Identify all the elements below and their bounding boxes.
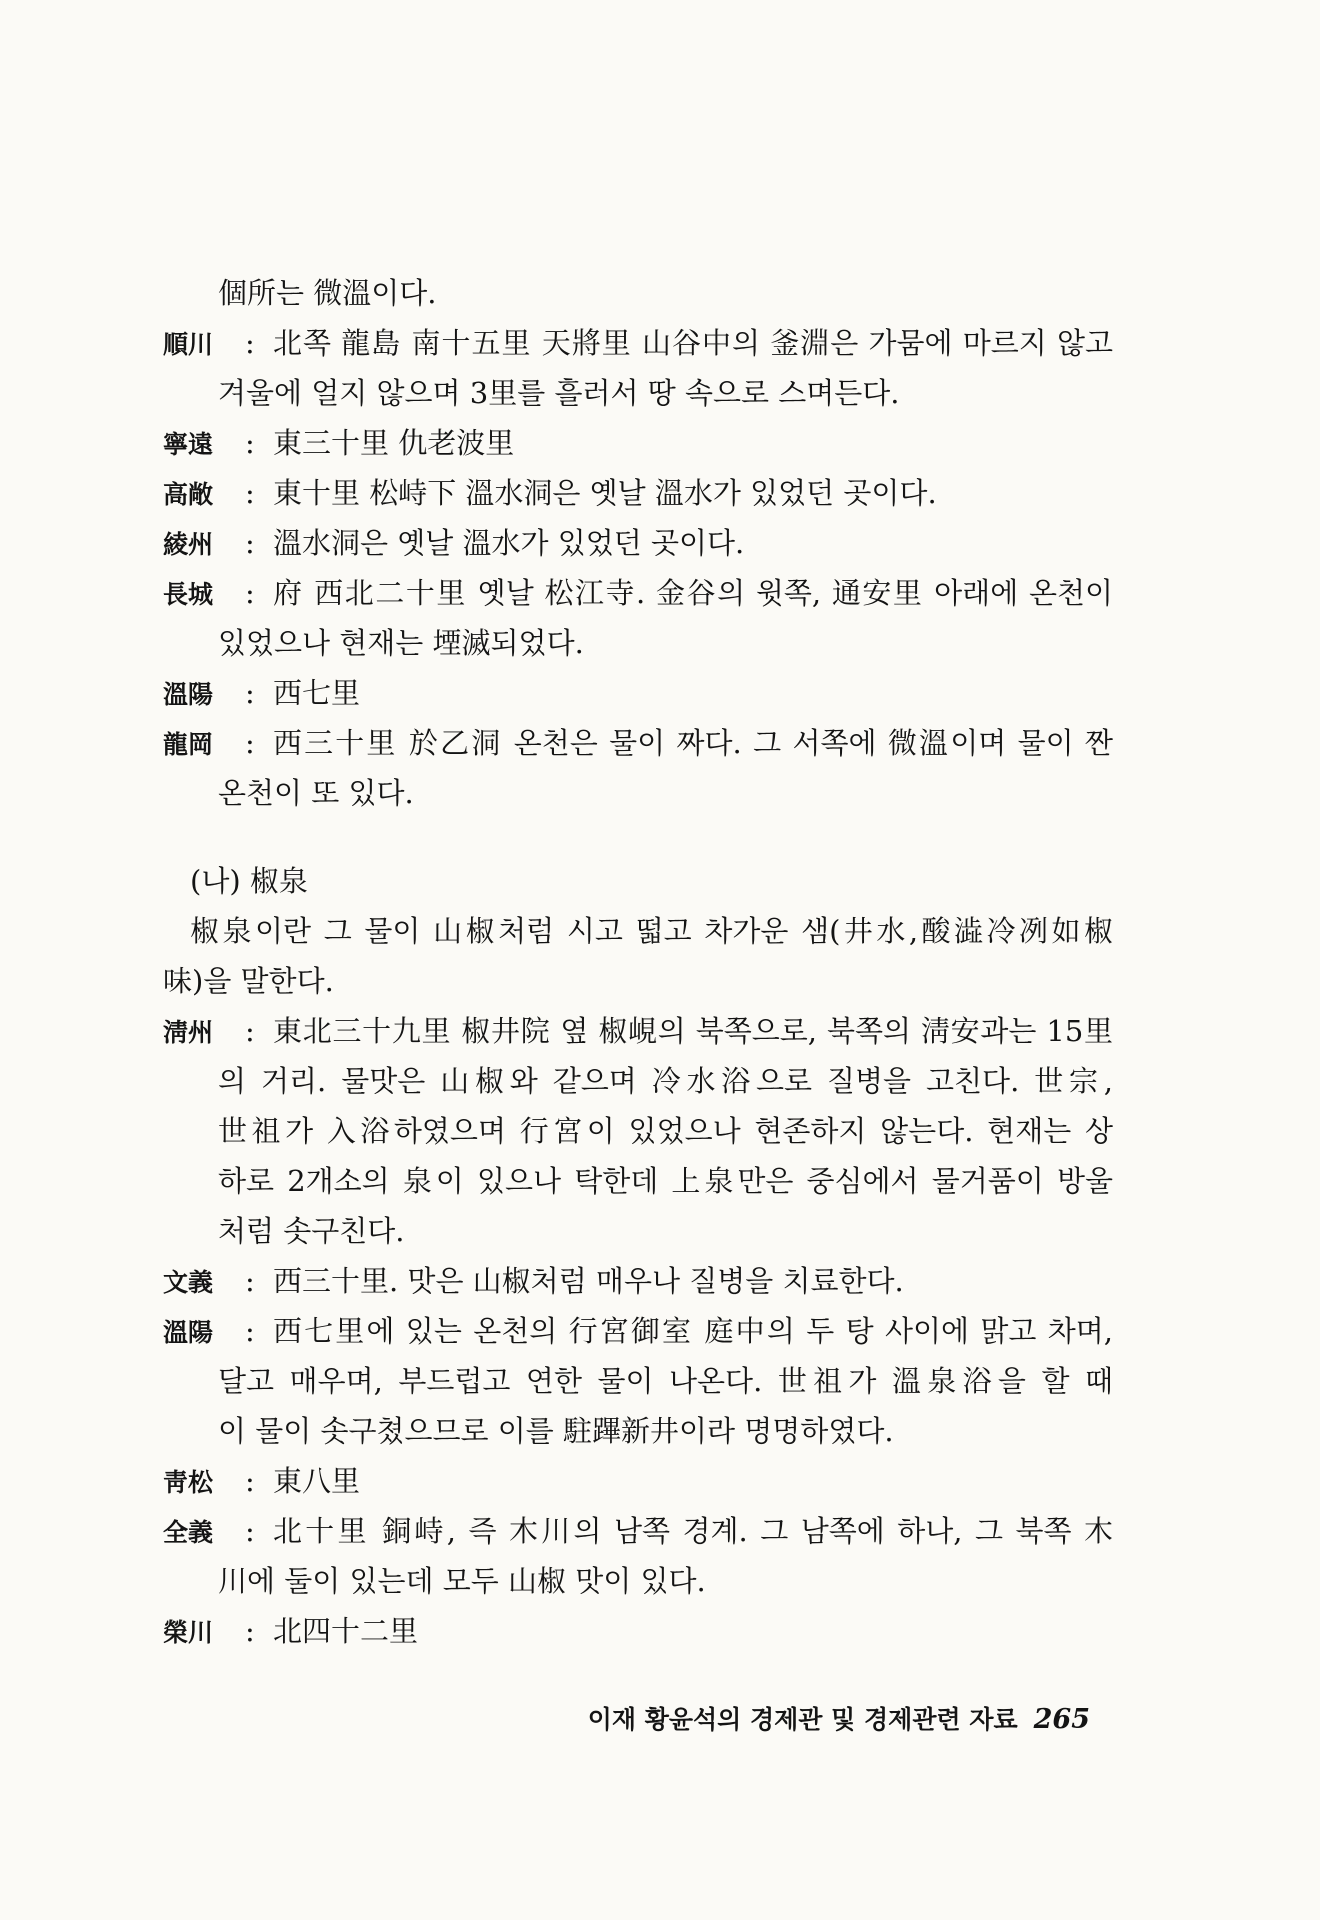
continuation-text: 이 물이 솟구쳤으므로 이를 駐蹕新井이라 명명하였다.	[218, 1414, 894, 1448]
label-colon: :	[245, 1314, 255, 1348]
continuation-text: 世祖가 入浴하였으며 行宮이 있었으나 현존하지 않는다. 현재는 상	[218, 1114, 1113, 1148]
place-label: 龍岡	[163, 730, 214, 759]
page-body	[163, 268, 1113, 1656]
entry-line	[163, 718, 1113, 768]
entry-text: 西三十里 於乙洞 온천은 물이 짜다. 그 서쪽에 微溫이며 물이 짠	[273, 726, 1113, 760]
paragraph-line	[163, 906, 1113, 956]
place-label: 長城	[163, 580, 214, 609]
entry-text: 東三十里 仇老波里	[273, 426, 515, 460]
entry-line	[163, 318, 1113, 368]
continuation-line	[163, 1156, 1113, 1206]
label-colon: :	[245, 576, 255, 610]
paragraph-line	[163, 956, 1113, 1006]
entry-text: 府 西北二十里 옛날 松江寺. 金谷의 윗쪽, 通安里 아래에 온천이	[273, 576, 1113, 610]
place-label: 溫陽	[163, 1318, 214, 1347]
entry-line	[163, 1306, 1113, 1356]
place-label: 全義	[163, 1518, 214, 1547]
continuation-text: 있었으나 현재는 堙滅되었다.	[218, 626, 584, 660]
label-colon: :	[245, 476, 255, 510]
entry-line	[163, 1456, 1113, 1506]
place-label: 高敞	[163, 480, 214, 509]
section-heading	[163, 856, 1113, 906]
continuation-line	[163, 618, 1113, 668]
entry-line	[163, 468, 1113, 518]
continuation-text: 달고 매우며, 부드럽고 연한 물이 나온다. 世祖가 溫泉浴을 할 때	[218, 1364, 1113, 1398]
entry-text: 北四十二里	[273, 1614, 419, 1648]
continuation-text: 겨울에 얼지 않으며 3里를 흘러서 땅 속으로 스며든다.	[218, 376, 900, 410]
paragraph-text: 椒泉이란 그 물이 山椒처럼 시고 떫고 차가운 샘(井水,酸澁冷冽如椒	[190, 914, 1113, 948]
section-heading-text: (나) 椒泉	[190, 864, 308, 898]
continuation-line	[163, 1406, 1113, 1456]
label-colon: :	[245, 326, 255, 360]
entry-text: 東十里 松峙下 溫水洞은 옛날 溫水가 있었던 곳이다.	[273, 476, 937, 510]
continuation-text: 하로 2개소의 泉이 있으나 탁한데 上泉만은 중심에서 물거품이 방울	[218, 1164, 1113, 1198]
place-label: 榮川	[163, 1618, 214, 1647]
entry-text: 溫水洞은 옛날 溫水가 있었던 곳이다.	[273, 526, 745, 560]
continuation-line	[163, 1056, 1113, 1106]
place-label: 綾州	[163, 530, 214, 559]
entry-line	[163, 1606, 1113, 1656]
label-colon: :	[245, 1264, 255, 1298]
continuation-text: 온천이 또 있다.	[218, 776, 414, 810]
continuation-line	[163, 368, 1113, 418]
entry-line	[163, 1506, 1113, 1556]
entry-text: 北쪽 龍島 南十五里 天將里 山谷中의 釜淵은 가뭄에 마르지 않고	[273, 326, 1113, 360]
entry-line	[163, 418, 1113, 468]
entry-line	[163, 1006, 1113, 1056]
label-colon: :	[245, 676, 255, 710]
entry-text: 東北三十九里 椒井院 옆 椒峴의 북쪽으로, 북쪽의 淸安과는 15里	[273, 1014, 1113, 1048]
place-label: 溫陽	[163, 680, 214, 709]
continuation-line	[163, 768, 1113, 818]
label-colon: :	[245, 426, 255, 460]
continuation-line	[163, 1106, 1113, 1156]
page-footer	[560, 1700, 1090, 1736]
paragraph-text: 味)을 말한다.	[163, 964, 334, 998]
entry-text: 北十里 銅峙, 즉 木川의 남쪽 경계. 그 남쪽에 하나, 그 북쪽 木	[273, 1514, 1113, 1548]
label-colon: :	[245, 1514, 255, 1548]
continuation-text: 個所는 微溫이다.	[218, 276, 437, 310]
continuation-text: 川에 둘이 있는데 모두 山椒 맛이 있다.	[218, 1564, 706, 1598]
continuation-line	[163, 1356, 1113, 1406]
entry-text: 西三十里. 맛은 山椒처럼 매우나 질병을 치료한다.	[273, 1264, 904, 1298]
label-colon: :	[245, 726, 255, 760]
entry-text: 東八里	[273, 1464, 361, 1498]
place-label: 淸州	[163, 1018, 214, 1047]
place-label: 靑松	[163, 1468, 214, 1497]
continuation-line	[163, 268, 1113, 318]
place-label: 順川	[163, 330, 214, 359]
page-number: 265	[1033, 1704, 1090, 1735]
label-colon: :	[245, 1464, 255, 1498]
paragraph-gap	[163, 818, 1113, 856]
continuation-text: 처럼 솟구친다.	[218, 1214, 405, 1248]
running-title: 이재 황윤석의 경제관 및 경제관련 자료	[587, 1705, 1018, 1734]
entry-text: 西七里	[273, 676, 361, 710]
entry-line	[163, 668, 1113, 718]
label-colon: :	[245, 526, 255, 560]
continuation-text: 의 거리. 물맛은 山椒와 같으며 冷水浴으로 질병을 고친다. 世宗,	[218, 1064, 1113, 1098]
label-colon: :	[245, 1614, 255, 1648]
place-label: 文義	[163, 1268, 214, 1297]
label-colon: :	[245, 1014, 255, 1048]
entry-line	[163, 518, 1113, 568]
continuation-line	[163, 1556, 1113, 1606]
entry-line	[163, 1256, 1113, 1306]
continuation-line	[163, 1206, 1113, 1256]
entry-line	[163, 568, 1113, 618]
entry-text: 西七里에 있는 온천의 行宮御室 庭中의 두 탕 사이에 맑고 차며,	[273, 1314, 1113, 1348]
place-label: 寧遠	[163, 430, 214, 459]
